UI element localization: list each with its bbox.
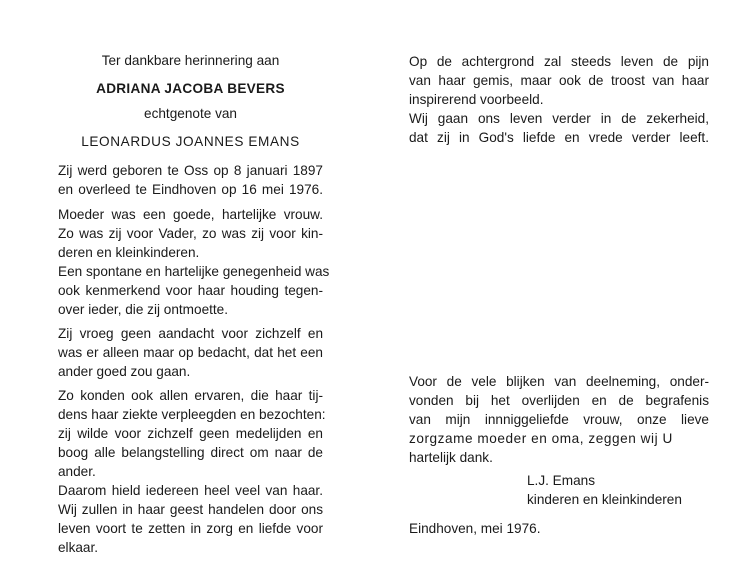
paragraph-3 — [58, 324, 323, 381]
text-line: over ieder, die zij ontmoette. — [58, 302, 229, 317]
text-line: leven voort te zetten in zorg en liefde voor — [58, 521, 323, 536]
thanks-block — [409, 372, 709, 538]
text-line: Daarom hield iedereen heel veel van haar. — [58, 483, 323, 498]
text-line: van haar gemis, maar ook de troost van haar — [409, 73, 709, 88]
text-line: inspirerend voorbeeld. — [409, 92, 544, 107]
text-line: Moeder was een goede, hartelijke vrouw. — [58, 207, 323, 222]
spouse-name: LEONARDUS JOANNES EMANS — [81, 134, 300, 149]
text-line: boog alle belangstelling direct om naar de — [58, 445, 323, 460]
text-line: van mijn innniggeliefde vrouw, onze lieve — [409, 412, 709, 427]
paragraph-4 — [58, 386, 326, 481]
birth-death-block — [58, 161, 323, 199]
signature-family: kinderen en kleinkinderen — [527, 492, 682, 507]
text-line: Zo was zij voor Vader, zo was zij voor kin- — [58, 226, 323, 241]
text-line: elkaar. — [58, 540, 99, 555]
text-line: Wij gaan ons leven verder in de zekerheid, — [409, 111, 709, 126]
signature-name: L.J. Emans — [527, 473, 595, 488]
place-date: Eindhoven, mei 1976. — [409, 521, 541, 536]
text-line: Een spontane en hartelijke genegenheid was — [58, 264, 330, 279]
paragraph-5 — [58, 481, 323, 557]
text-line: ander goed zou gaan. — [58, 364, 191, 379]
text-line: vonden bij het overlijden en de begrafenis — [409, 393, 709, 408]
text-line: was er alleen maar op bedacht, dat het een — [58, 345, 323, 360]
text-line: ander. — [58, 464, 96, 479]
left-page — [58, 52, 330, 557]
reflection-block — [409, 52, 709, 147]
text-line: Voor de vele blijken van deelneming, onder- — [409, 374, 709, 389]
text-line: Zij vroeg geen aandacht voor zichzelf en — [58, 326, 323, 341]
text-line: ook kenmerkend voor haar houding tegen- — [58, 283, 323, 298]
text-line: zij wilde voor zichzelf geen medelijden en — [58, 426, 323, 441]
text-line: Wij zullen in haar geest handelen door ons — [58, 502, 323, 517]
relation-line: echtgenote van — [144, 106, 237, 121]
text-line: Zo konden ook allen ervaren, die haar tij- — [58, 388, 323, 403]
text-line: hartelijk dank. — [409, 450, 493, 465]
death-line: en overleed te Eindhoven op 16 mei 1976. — [58, 182, 323, 197]
text-line: zorgzame moeder en oma, zeggen wij U — [409, 431, 673, 446]
birth-line: Zij werd geboren te Oss op 8 januari 1897 — [58, 163, 323, 178]
paragraph-2 — [58, 262, 330, 319]
text-line: deren en kleinkinderen. — [58, 245, 200, 260]
right-page — [409, 52, 709, 536]
deceased-name: ADRIANA JACOBA BEVERS — [96, 81, 285, 96]
text-line: dens haar ziekte verpleegden en bezochten: — [58, 407, 326, 422]
text-line: dat zij in God's liefde en vrede verder leeft. — [409, 130, 709, 145]
intro-line: Ter dankbare herinnering aan — [101, 53, 280, 68]
text-line: Op de achtergrond zal steeds leven de pijn — [409, 54, 709, 69]
paragraph-1 — [58, 205, 323, 262]
